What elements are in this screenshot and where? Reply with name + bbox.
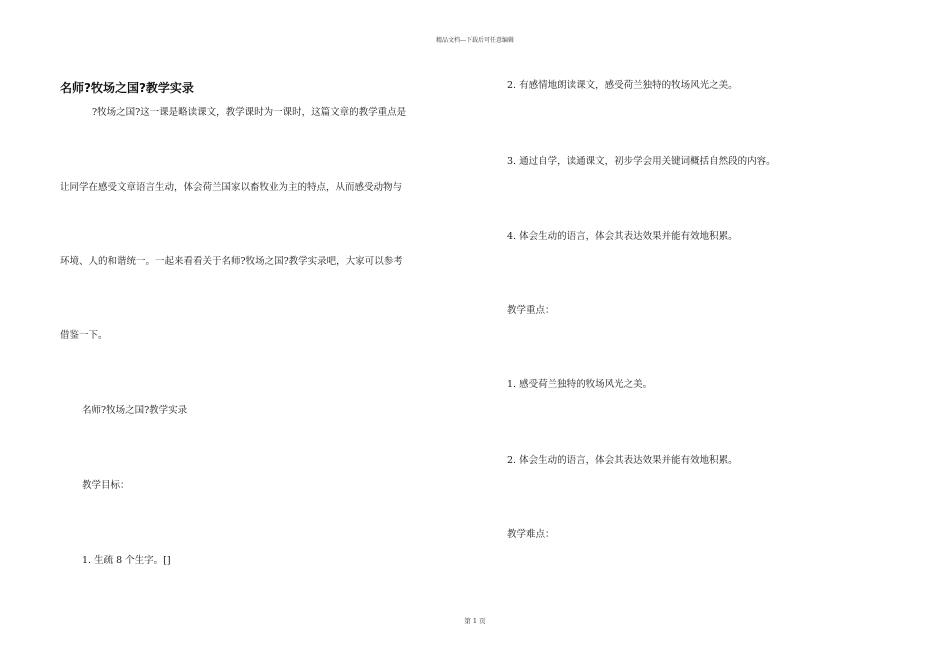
- key-points-heading: 教学重点：: [507, 305, 555, 316]
- intro-line-1: ?牧场之国?这一课是略读课文，教学课时为一课时，这篇文章的教学重点是: [92, 107, 407, 118]
- key-point-item-1: 1. 感受荷兰独特的牧场风光之美。: [507, 379, 653, 390]
- intro-line-4: 借鉴一下。: [60, 330, 108, 341]
- page-header-note: 精品文档---下载后可任意编辑: [435, 37, 515, 44]
- difficulties-heading: 教学难点：: [507, 529, 555, 540]
- objective-item-2: 2. 有感情地朗读课文，感受荷兰独特的牧场风光之美。: [507, 80, 738, 91]
- objectives-heading: 教学目标：: [82, 480, 130, 491]
- objective-item-3: 3. 通过自学，读通课文，初步学会用关键词概括自然段的内容。: [507, 156, 776, 167]
- document-title: 名师?牧场之国?教学实录: [60, 81, 194, 95]
- objective-item-1: 1. 生疏 8 个生字。[]: [82, 555, 171, 566]
- key-point-item-2: 2. 体会生动的语言，体会其表达效果并能有效地积累。: [507, 455, 738, 466]
- intro-line-3: 环境、人的和谐统一。一起来看看关于名师?牧场之国?教学实录吧，大家可以参考: [60, 256, 403, 267]
- intro-line-2: 让同学在感受文章语言生动，体会荷兰国家以畜牧业为主的特点，从而感受动物与: [60, 182, 403, 193]
- objective-item-4: 4. 体会生动的语言，体会其表达效果并能有效地积累。: [507, 231, 738, 242]
- page-number: 第 1 页: [464, 617, 486, 625]
- section-subtitle: 名师?牧场之国?教学实录: [82, 405, 188, 416]
